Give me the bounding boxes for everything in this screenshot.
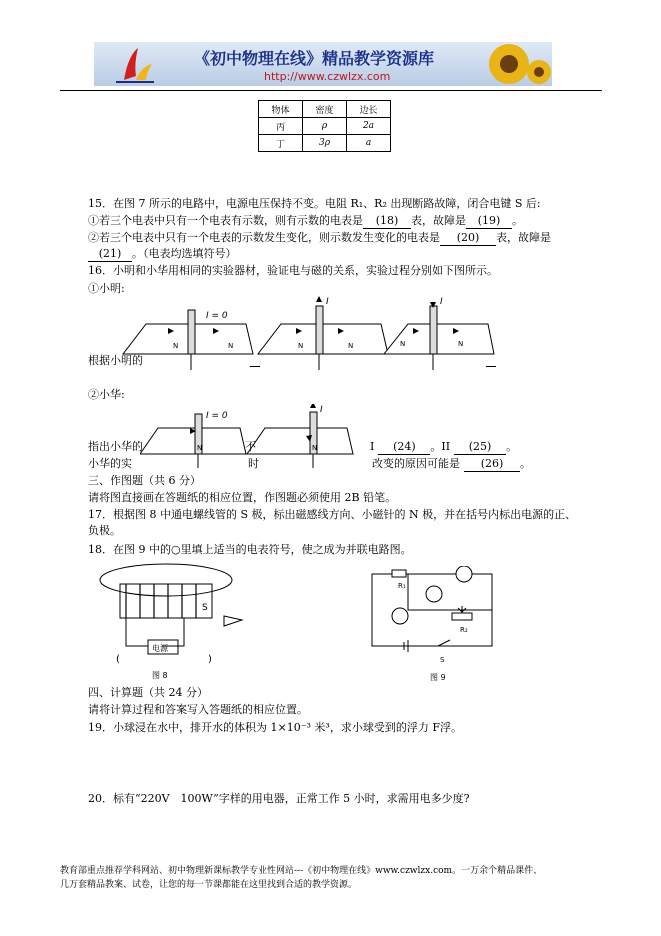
slider-arrow-icon	[458, 606, 466, 612]
q17-line2: 负极。	[88, 524, 121, 537]
q15-sub1-mid: 表，故障是	[411, 214, 466, 227]
table-cell: 丙	[259, 118, 303, 135]
banner-art	[94, 42, 552, 86]
north-label: N	[458, 340, 464, 348]
q18-text: 18．在图 9 中的○里填上适当的电表符号，使之成为并联电路图。	[88, 543, 412, 556]
item-I-label: I	[370, 440, 375, 453]
q15-sub2-text: ②若三个电表中只有一个电表的示数发生变化，则示数发生变化的电表是	[88, 231, 440, 244]
table-header: 物体	[259, 101, 303, 118]
rheostat-r2	[452, 613, 472, 620]
meter-slot-circle[interactable]	[392, 608, 408, 624]
q16-xiaohua-label: ②小华:	[88, 388, 125, 401]
current-arrow-icon	[316, 296, 322, 302]
current-label: I = 0	[206, 311, 228, 321]
north-label: N	[197, 444, 203, 452]
section3-title: 三、作图题（共 6 分）	[88, 474, 201, 487]
table-cell: a	[347, 135, 391, 152]
period: 。	[520, 457, 531, 470]
section4-instructions: 请将计算过程和答案写入答题纸的相应位置。	[88, 703, 308, 716]
north-label: N	[173, 342, 179, 350]
north-label: N	[400, 340, 406, 348]
xiaohua-line1-mid: 不	[245, 440, 256, 453]
figure-8-caption: 图 8	[152, 671, 168, 680]
answer-blank-25[interactable]: (25)	[454, 440, 506, 455]
coil-windings	[126, 584, 196, 618]
xiaoming-experiment-figure	[118, 296, 498, 376]
current-label: I	[320, 405, 323, 415]
banner-title: 《初中物理在线》精品教学资源库	[194, 49, 435, 68]
power-source-label: 电源	[152, 644, 168, 653]
table-cell: 丁	[259, 135, 303, 152]
circuit-wire	[126, 618, 184, 646]
north-label: N	[312, 444, 318, 452]
meter-slot-circle[interactable]	[456, 566, 472, 582]
switch-label: S	[440, 656, 445, 664]
answer-line	[486, 366, 496, 367]
compass-needle-icon	[224, 616, 242, 626]
answer-blank-21[interactable]: (21)	[88, 247, 132, 262]
experiment-board-3	[384, 297, 494, 370]
answer-line	[250, 366, 260, 367]
xiaohua-line2-pre: 小华的实	[88, 457, 132, 470]
experiment-board-4	[140, 411, 246, 468]
answer-blank-18[interactable]: (18)	[363, 214, 411, 229]
solenoid-core	[120, 584, 212, 618]
q15-sub1	[88, 214, 523, 229]
q16-xiaoming-label: ①小明:	[88, 282, 125, 295]
q15-sub1-end: 。	[512, 214, 523, 227]
current-label: I = 0	[206, 411, 228, 421]
xiaohua-line1-pre: 指出小华的	[88, 440, 143, 453]
xiaohua-line1-answers	[370, 440, 517, 455]
current-label: I	[440, 297, 443, 307]
q15-sub2	[88, 231, 551, 246]
answer-blank-19[interactable]: (19)	[466, 214, 512, 229]
answer-blank-24[interactable]: (24)	[378, 440, 430, 455]
current-label: I	[326, 297, 329, 307]
item-II-label: 。II	[430, 440, 451, 453]
q19-text: 19．小球浸在水中，排开水的体积为 1×10⁻³ 米³，求小球受到的浮力 F浮。	[88, 721, 462, 734]
paren-left: (	[116, 654, 120, 665]
resistor-r1	[392, 570, 406, 577]
q15-sub2-end: 表，故障是	[496, 231, 551, 244]
paren-right: )	[208, 654, 212, 665]
q15-sub2-tail: 。（电表均选填符号）	[132, 247, 237, 260]
answer-blank-26[interactable]: (26)	[464, 457, 520, 472]
table-header: 边长	[347, 101, 391, 118]
xiaohua-line2-mid: 时	[248, 457, 259, 470]
circuit-wire	[408, 574, 492, 610]
section3-instructions: 请将图直接画在答题纸的相应位置，作图题必须使用 2B 铅笔。	[88, 491, 397, 504]
footer-line2: 几万套精品教案、试卷，让您的每一节课都能在这里找到合适的教学资源。	[60, 880, 358, 890]
table-cell: 2a	[347, 118, 391, 135]
north-label: N	[348, 342, 354, 350]
figure-9-circuit	[368, 566, 498, 684]
north-label: N	[228, 342, 234, 350]
table-header: 密度	[303, 101, 347, 118]
density-table	[258, 100, 391, 152]
table-cell: ρ	[303, 118, 347, 135]
q20-text: 20．标有“220V 100W”字样的用电器，正常工作 5 小时，求需用电多少度?	[88, 792, 470, 805]
xiaoming-conclusion: 根据小明的	[88, 354, 143, 367]
banner-url[interactable]: http://www.czwlzx.com	[264, 70, 391, 83]
sunflower-icon	[489, 44, 551, 84]
section4-title: 四、计算题（共 24 分）	[88, 686, 208, 699]
table-cell: 3ρ	[303, 135, 347, 152]
header-rule	[60, 90, 602, 91]
xiaohua-reason-text: 改变的原因可能是	[372, 457, 460, 470]
figure-9-caption: 图 9	[430, 673, 446, 682]
current-arrow-icon	[310, 404, 316, 408]
q17-line1: 17．根据图 8 中通电螺线管的 S 极，标出磁感线方向、小磁针的 N 极，并在括号内标出电源的正、	[88, 508, 577, 521]
footer-line1: 教育部重点推荐学科网站、初中物理新课标教学专业性网站---《初中物理在线》www.czwlzx.com。一万余个精品课件、	[60, 866, 543, 876]
experiment-board-2	[258, 296, 388, 370]
r2-label: R₂	[460, 626, 468, 634]
logo-icon	[116, 48, 154, 82]
period: 。	[506, 440, 518, 453]
r1-label: R₁	[398, 582, 406, 590]
switch-icon	[438, 640, 450, 646]
q16-stem: 16．小明和小华用相同的实验器材，验证电与磁的关系，实验过程分别如下图所示。	[88, 264, 498, 277]
header-banner	[94, 42, 552, 86]
q15-sub1-text: ①若三个电表中只有一个电表有示数，则有示数的电表是	[88, 214, 363, 227]
q15-stem: 15．在图 7 所示的电路中，电源电压保持不变。电阻 R₁、R₂ 出现断路故障，闭合电键 S 后:	[88, 197, 541, 210]
north-label: N	[298, 342, 304, 350]
xiaohua-line2-post	[372, 457, 531, 472]
answer-blank-20[interactable]: (20)	[440, 231, 496, 246]
meter-slot-circle[interactable]	[426, 586, 442, 602]
experiment-board-5	[247, 404, 353, 468]
q15-sub2-cont	[88, 247, 237, 262]
figure-8-solenoid	[96, 560, 256, 684]
solenoid-s-label: S	[202, 603, 208, 613]
